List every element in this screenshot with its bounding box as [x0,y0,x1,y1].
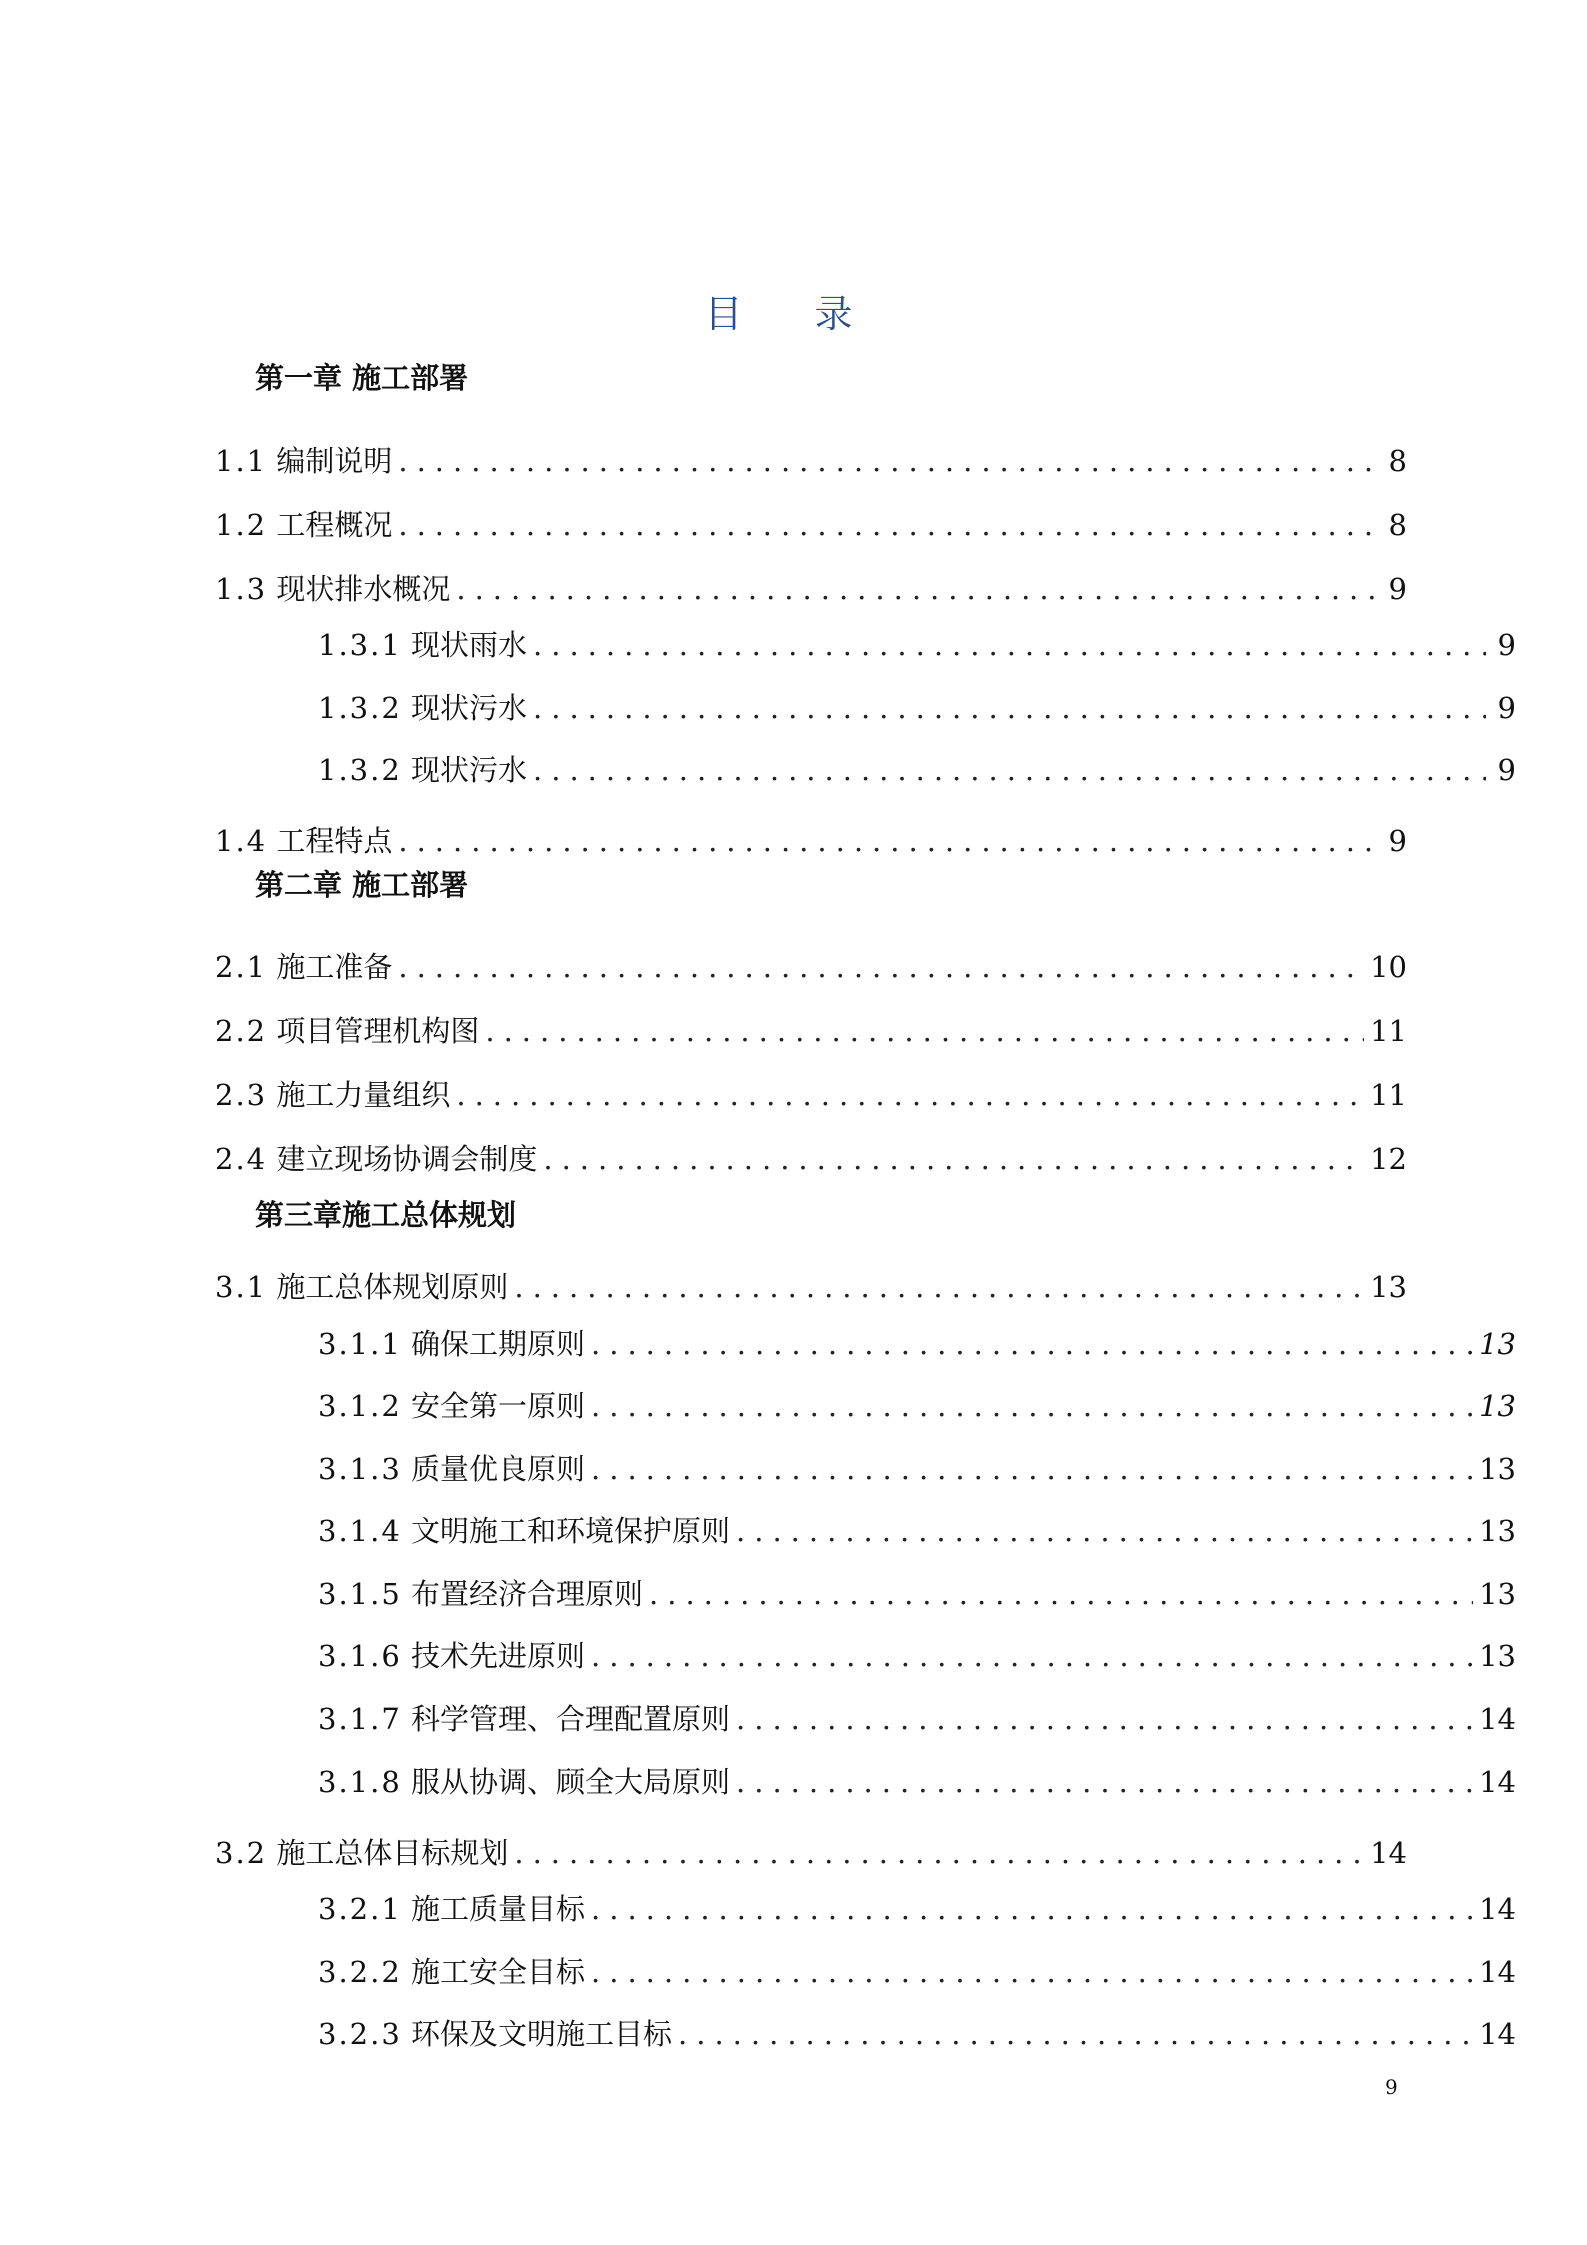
toc-entry-text: 布置经济合理原则 [411,1577,644,1611]
toc-entry-text: 建立现场协调会制度 [276,1142,538,1176]
toc-leader-dots [591,1324,1473,1364]
chapter-heading-3: 第三章施工总体规划 [255,1198,517,1232]
toc-leader-dots [736,1511,1473,1551]
toc-entry-text: 现状雨水 [411,628,528,662]
toc-leader-dots [591,1449,1473,1489]
toc-leader-dots [736,1699,1473,1739]
toc-leader-dots [649,1574,1473,1614]
toc-entry-page: 13 [1479,1327,1516,1361]
toc-leader-dots [533,688,1486,728]
toc-entry-3-2-3[interactable] [318,2014,1516,2054]
toc-entry-text: 施工准备 [276,950,393,984]
toc-entry-number: 3.1.3 [318,1452,402,1486]
toc-leader-dots [736,1762,1473,1802]
toc-leader-dots [456,569,1377,609]
page-number: 9 [1385,2075,1398,2099]
toc-entry-number: 1.3.1 [318,628,402,662]
toc-entry-text: 施工力量组织 [276,1078,451,1112]
toc-entry-page: 14 [1479,1702,1516,1736]
toc-entry-number: 2.2 [215,1014,268,1048]
toc-entry-page: 14 [1479,1955,1516,1989]
toc-entry-number: 3.1 [215,1270,268,1304]
toc-entry-text: 现状排水概况 [276,572,451,606]
toc-entry-page: 10 [1370,950,1407,984]
toc-entry-page: 9 [1497,753,1516,787]
toc-entry-page: 11 [1370,1078,1407,1112]
toc-entry-text: 环保及文明施工目标 [411,2017,673,2051]
toc-entry-text: 现状污水 [411,691,528,725]
toc-entry-number: 1.3.2 [318,691,402,725]
toc-entry-3-1[interactable] [215,1267,1407,1307]
toc-entry-number: 1.2 [215,508,268,542]
toc-entry-text: 项目管理机构图 [276,1014,480,1048]
toc-entry-number: 1.3.2 [318,753,402,787]
toc-entry-number: 1.4 [215,824,268,858]
toc-entry-text: 施工总体规划原则 [276,1270,509,1304]
toc-title: 目 录 [704,292,883,336]
toc-entry-2-3[interactable] [215,1075,1407,1115]
toc-entry-number: 3.2.2 [318,1955,402,1989]
toc-leader-dots [533,625,1486,665]
toc-entry-page: 13 [1479,1389,1516,1423]
toc-entry-number: 3.1.4 [318,1514,402,1548]
toc-entry-text: 现状污水 [411,753,528,787]
toc-entry-number: 3.1.6 [318,1639,402,1673]
toc-entry-3-1-6[interactable] [318,1636,1516,1676]
toc-entry-number: 3.2 [215,1836,268,1870]
toc-entry-number: 3.1.5 [318,1577,402,1611]
toc-leader-dots [591,1386,1473,1426]
toc-entry-number: 2.1 [215,950,268,984]
toc-entry-text: 安全第一原则 [411,1389,586,1423]
toc-entry-text: 施工安全目标 [411,1955,586,1989]
toc-entry-3-1-1[interactable] [318,1324,1516,1364]
toc-entry-page: 9 [1497,628,1516,662]
toc-entry-page: 9 [1388,572,1407,606]
toc-entry-page: 14 [1479,2017,1516,2051]
toc-entry-page: 14 [1370,1836,1407,1870]
toc-entry-text: 质量优良原则 [411,1452,586,1486]
toc-leader-dots [398,441,1377,481]
toc-entry-2-1[interactable] [215,947,1407,987]
toc-entry-1-4[interactable] [215,821,1407,861]
toc-leader-dots [591,1952,1473,1992]
toc-leader-dots [514,1267,1364,1307]
toc-entry-1-3-2-dup[interactable] [318,750,1516,790]
toc-entry-number: 1.1 [215,444,268,478]
toc-entry-1-2[interactable] [215,505,1407,545]
toc-entry-text: 科学管理、合理配置原则 [411,1702,731,1736]
toc-entry-number: 3.2.1 [318,1892,402,1926]
toc-entry-3-2[interactable] [215,1833,1407,1873]
toc-entry-3-1-4[interactable] [318,1511,1516,1551]
toc-leader-dots [456,1075,1364,1115]
toc-entry-number: 2.4 [215,1142,268,1176]
toc-leader-dots [543,1139,1364,1179]
toc-entry-3-1-8[interactable] [318,1762,1516,1802]
chapter-heading-1: 第一章 施工部署 [255,361,469,395]
toc-entry-page: 12 [1370,1142,1407,1176]
toc-entry-page: 13 [1479,1639,1516,1673]
toc-leader-dots [678,2014,1473,2054]
toc-entry-3-1-7[interactable] [318,1699,1516,1739]
toc-entry-1-3-1[interactable] [318,625,1516,665]
toc-entry-page: 13 [1479,1577,1516,1611]
toc-entry-text: 工程特点 [276,824,393,858]
toc-entry-page: 9 [1388,824,1407,858]
toc-entry-text: 确保工期原则 [411,1327,586,1361]
toc-leader-dots [398,947,1364,987]
toc-leader-dots [533,750,1486,790]
toc-entry-page: 13 [1370,1270,1407,1304]
toc-entry-3-1-3[interactable] [318,1449,1516,1489]
toc-entry-text: 工程概况 [276,508,393,542]
toc-leader-dots [398,821,1377,861]
toc-entry-page: 14 [1479,1765,1516,1799]
toc-entry-text: 服从协调、顾全大局原则 [411,1765,731,1799]
toc-entry-text: 文明施工和环境保护原则 [411,1514,731,1548]
toc-entry-page: 8 [1388,508,1407,542]
toc-entry-number: 3.1.2 [318,1389,402,1423]
toc-leader-dots [591,1636,1473,1676]
toc-entry-text: 编制说明 [276,444,393,478]
toc-entry-page: 14 [1479,1892,1516,1926]
toc-entry-1-1[interactable] [215,441,1407,481]
toc-leader-dots [514,1833,1364,1873]
toc-entry-1-3[interactable] [215,569,1407,609]
toc-leader-dots [398,505,1377,545]
toc-entry-text: 施工质量目标 [411,1892,586,1926]
toc-entry-3-2-2[interactable] [318,1952,1516,1992]
toc-entry-1-3-2[interactable] [318,688,1516,728]
toc-entry-2-2[interactable] [215,1011,1407,1051]
toc-entry-number: 3.1.7 [318,1702,402,1736]
toc-entry-page: 9 [1497,691,1516,725]
toc-leader-dots [485,1011,1364,1051]
toc-entry-page: 13 [1479,1514,1516,1548]
toc-leader-dots [591,1889,1473,1929]
toc-entry-3-1-5[interactable] [318,1574,1516,1614]
toc-entry-number: 3.1.1 [318,1327,402,1361]
toc-entry-number: 1.3 [215,572,268,606]
toc-entry-number: 2.3 [215,1078,268,1112]
toc-entry-2-4[interactable] [215,1139,1407,1179]
toc-entry-number: 3.1.8 [318,1765,402,1799]
toc-entry-text: 施工总体目标规划 [276,1836,509,1870]
toc-entry-text: 技术先进原则 [411,1639,586,1673]
toc-entry-page: 11 [1370,1014,1407,1048]
toc-entry-3-2-1[interactable] [318,1889,1516,1929]
toc-entry-number: 3.2.3 [318,2017,402,2051]
toc-entry-page: 8 [1388,444,1407,478]
toc-entry-page: 13 [1479,1452,1516,1486]
toc-entry-3-1-2[interactable] [318,1386,1516,1426]
chapter-heading-2: 第二章 施工部署 [255,868,469,902]
